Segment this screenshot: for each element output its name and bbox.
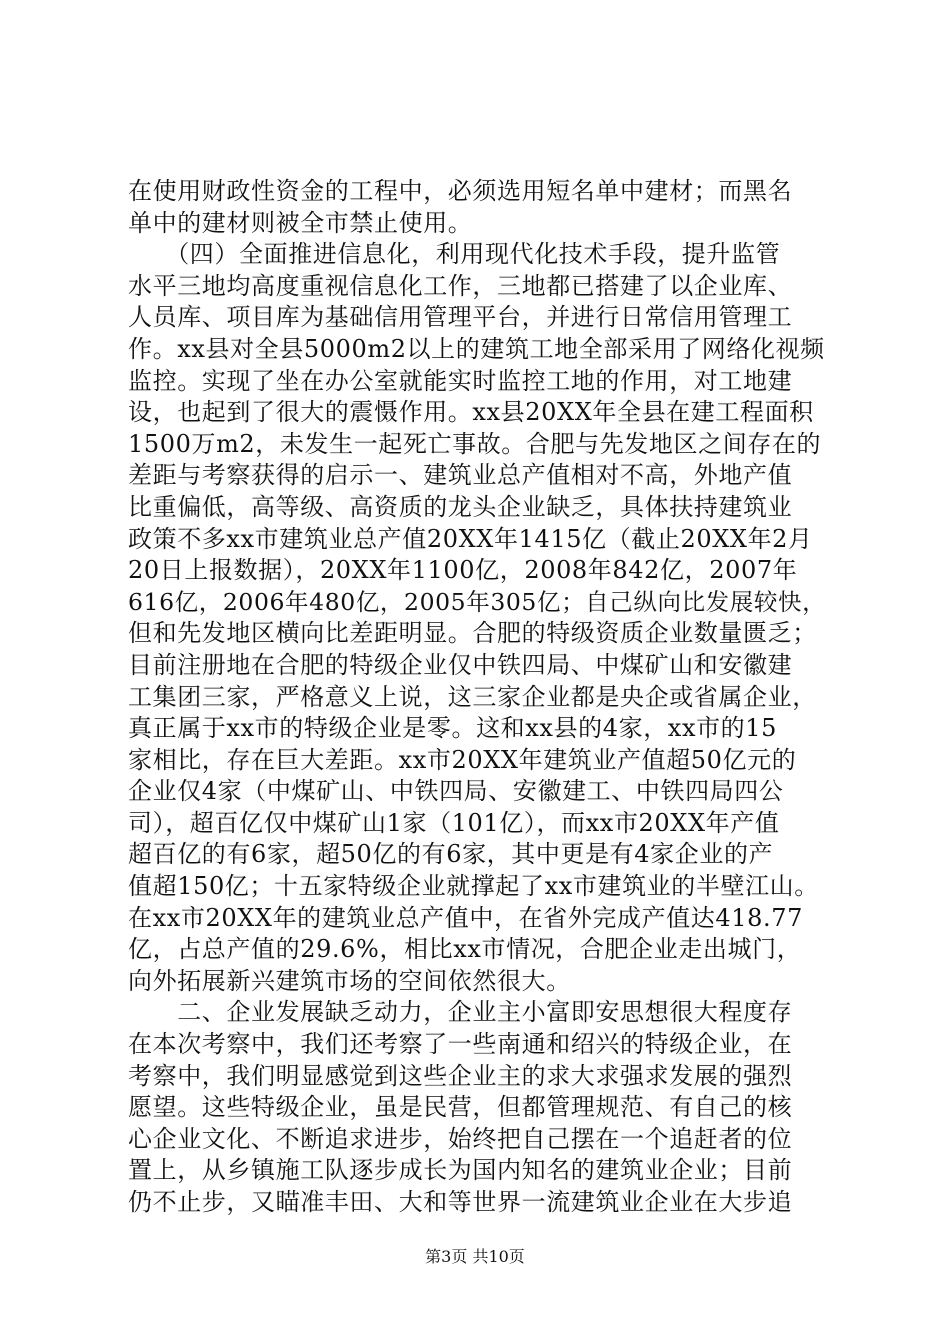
page-footer: 第3页 共10页 bbox=[425, 1247, 525, 1266]
text-line: 考察中，我们明显感觉到这些企业主的求大求强求发展的强烈 bbox=[128, 1061, 793, 1090]
text-line: 心企业文化、不断追求进步，始终把自己摆在一个追赶者的位 bbox=[128, 1124, 793, 1153]
text-line: 愿望。这些特级企业，虽是民营，但都管理规范、有自己的核 bbox=[128, 1093, 793, 1122]
text-line: 作。xx县对全县5000m2以上的建筑工地全部采用了网络化视频 bbox=[128, 334, 825, 363]
text-line: 水平三地均高度重视信息化工作，三地都已搭建了以企业库、 bbox=[128, 271, 793, 300]
text-line: 企业仅4家（中煤矿山、中铁四局、安徽建工、中铁四局四公 bbox=[128, 777, 784, 806]
text-line: 工集团三家，严格意义上说，这三家企业都是央企或省属企业， bbox=[128, 682, 817, 711]
text-line: 亿，占总产值的29.6%，相比xx市情况，合肥企业走出城门， bbox=[128, 935, 802, 964]
text-line: 差距与考察获得的启示一、建筑业总产值相对不高，外地产值 bbox=[128, 461, 793, 490]
text-line: 仍不止步，又瞄准丰田、大和等世界一流建筑业企业在大步追 bbox=[128, 1188, 793, 1216]
text-line: 在使用财政性资金的工程中，必须选用短名单中建材；而黑名 bbox=[128, 177, 793, 205]
text-line: 值超150亿；十五家特级企业就撑起了xx市建筑业的半壁江山。 bbox=[128, 872, 819, 901]
text-line: 二、企业发展缺乏动力，企业主小富即安思想很大程度存 bbox=[128, 998, 793, 1027]
text-line: 1500万m2，未发生一起死亡事故。合肥与先发地区之间存在的 bbox=[128, 429, 822, 458]
text-line: 置上，从乡镇施工队逐步成长为国内知名的建筑业企业；目前 bbox=[128, 1156, 793, 1185]
body-text bbox=[128, 176, 840, 1219]
text-line: 616亿，2006年480亿，2005年305亿；自己纵向比发展较快， bbox=[128, 587, 827, 616]
text-line: 家相比，存在巨大差距。xx市20XX年建筑业产值超50亿元的 bbox=[128, 745, 797, 774]
text-line: 目前注册地在合肥的特级企业仅中铁四局、中煤矿山和安徽建 bbox=[128, 650, 793, 679]
text-line: 比重偏低，高等级、高资质的龙头企业缺乏，具体扶持建筑业 bbox=[128, 492, 793, 521]
text-line: 政策不多xx市建筑业总产值20XX年1415亿（截止20XX年2月 bbox=[128, 524, 813, 553]
text-line: 人员库、项目库为基础信用管理平台，并进行日常信用管理工 bbox=[128, 303, 793, 332]
text-line: （四）全面推进信息化，利用现代化技术手段，提升监管 bbox=[128, 240, 781, 269]
text-line: 监控。实现了坐在办公室就能实时监控工地的作用，对工地建 bbox=[128, 366, 793, 395]
text-line: 司），超百亿仅中煤矿山1家（101亿），而xx市20XX年产值 bbox=[128, 808, 780, 837]
text-line: 设，也起到了很大的震慑作用。xx县20XX年全县在建工程面积 bbox=[128, 398, 814, 427]
text-line: 单中的建材则被全市禁止使用。 bbox=[128, 208, 473, 237]
text-line: 在xx市20XX年的建筑业总产值中，在省外完成产值达418.77 bbox=[128, 903, 803, 932]
text-line: 向外拓展新兴建筑市场的空间依然很大。 bbox=[128, 966, 571, 995]
text-line: 20日上报数据），20XX年1100亿，2008年842亿，2007年 bbox=[128, 556, 798, 585]
text-line: 真正属于xx市的特级企业是零。这和xx县的4家，xx市的15 bbox=[128, 714, 778, 743]
text-line: 但和先发地区横向比差距明显。合肥的特级资质企业数量匮乏； bbox=[128, 619, 817, 648]
text-line: 超百亿的有6家，超50亿的有6家，其中更是有4家企业的产 bbox=[128, 840, 774, 869]
text-line: 在本次考察中，我们还考察了一些南通和绍兴的特级企业，在 bbox=[128, 1030, 793, 1059]
